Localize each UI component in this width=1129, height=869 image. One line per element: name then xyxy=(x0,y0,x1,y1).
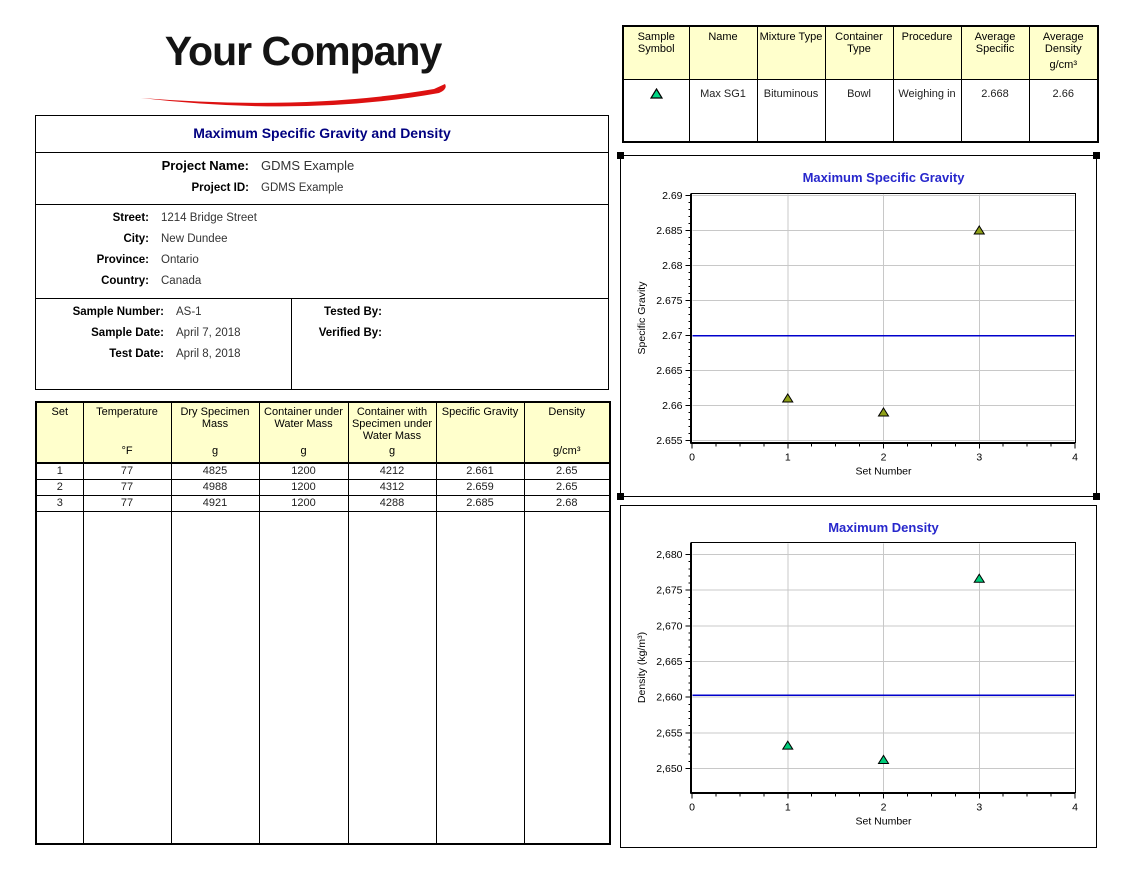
chart-maximum-specific-gravity[interactable] xyxy=(620,155,1097,497)
results-empty-cell xyxy=(171,511,259,844)
svg-text:2.685: 2.685 xyxy=(656,225,683,237)
x-axis-label: Set Number xyxy=(855,815,912,828)
sample-column-header: Average Specific xyxy=(961,26,1029,79)
results-table xyxy=(35,401,611,845)
sample-info-label: Test Date: xyxy=(109,348,164,360)
sample-info-row xyxy=(36,327,291,348)
address-label: Country: xyxy=(101,275,149,287)
address-row xyxy=(36,275,608,296)
results-empty-rows xyxy=(36,511,610,844)
results-cell: 4288 xyxy=(348,495,436,511)
svg-text:2.665: 2.665 xyxy=(656,365,683,377)
results-cell: 2.685 xyxy=(436,495,524,511)
sample-row xyxy=(623,79,1098,142)
sample-info-label: Sample Date: xyxy=(91,327,164,339)
results-column-header: Container with Specimen under Water Mass g xyxy=(348,402,436,463)
logo-swoosh-icon xyxy=(136,80,466,116)
sample-cell: Max SG1 xyxy=(689,79,757,142)
sample-info-value: April 8, 2018 xyxy=(176,348,241,360)
address-row xyxy=(36,254,608,275)
data-point-triangle xyxy=(974,574,984,582)
address-value: Canada xyxy=(161,275,202,287)
signoff-row xyxy=(292,306,608,327)
svg-text:2: 2 xyxy=(880,451,887,464)
address-value: Ontario xyxy=(161,254,199,266)
svg-text:3: 3 xyxy=(976,451,983,464)
results-cell: 2.65 xyxy=(524,479,610,495)
address-row xyxy=(36,233,608,254)
results-column-header: Set xyxy=(36,402,83,463)
results-cell: 1200 xyxy=(259,495,348,511)
data-point-triangle xyxy=(783,741,793,749)
address-section xyxy=(36,204,608,298)
svg-text:1: 1 xyxy=(784,801,791,814)
sample-info-section xyxy=(36,298,608,389)
svg-text:0: 0 xyxy=(689,451,695,464)
sample-symbol-cell xyxy=(623,79,689,142)
results-column-header: Temperature °F xyxy=(83,402,171,463)
data-point-triangle xyxy=(879,755,889,763)
selection-handle-bottom-left[interactable] xyxy=(617,493,624,500)
svg-text:3: 3 xyxy=(976,801,983,814)
project-name-value: GDMS Example xyxy=(261,158,355,173)
results-empty-cell xyxy=(348,511,436,844)
results-empty-cell xyxy=(436,511,524,844)
results-cell: 4312 xyxy=(348,479,436,495)
results-column-header: Specific Gravity xyxy=(436,402,524,463)
project-name-label: Project Name: xyxy=(161,158,249,173)
signoff-label: Tested By: xyxy=(324,306,382,318)
project-id-label: Project ID: xyxy=(191,182,249,194)
sample-cell: Bowl xyxy=(825,79,893,142)
chart-maximum-density[interactable] xyxy=(620,505,1097,848)
sample-column-header: Name xyxy=(689,26,757,79)
results-cell: 77 xyxy=(83,479,171,495)
sample-cell: 2.668 xyxy=(961,79,1029,142)
results-column-header: Container under Water Mass g xyxy=(259,402,348,463)
company-logo xyxy=(128,28,478,113)
svg-text:2: 2 xyxy=(880,801,887,814)
results-cell: 77 xyxy=(83,495,171,511)
sample-column-header: Container Type xyxy=(825,26,893,79)
results-cell: 77 xyxy=(83,463,171,479)
results-cell: 1200 xyxy=(259,479,348,495)
results-empty-cell xyxy=(36,511,83,844)
selection-handle-top-left[interactable] xyxy=(617,152,624,159)
svg-text:2,660: 2,660 xyxy=(656,691,683,704)
y-axis-label: Density (kg/m³) xyxy=(636,631,648,704)
svg-text:2,670: 2,670 xyxy=(656,620,683,633)
results-cell: 3 xyxy=(36,495,83,511)
results-column-header: Density g/cm³ xyxy=(524,402,610,463)
sample-column-header: Sample Symbol xyxy=(623,26,689,79)
svg-text:2.675: 2.675 xyxy=(656,295,683,307)
data-point-triangle xyxy=(783,394,793,402)
sample-summary-table xyxy=(622,25,1099,143)
results-cell: 1 xyxy=(36,463,83,479)
sample-info-value: April 7, 2018 xyxy=(176,327,241,339)
address-value: New Dundee xyxy=(161,233,228,245)
svg-text:1: 1 xyxy=(784,451,791,464)
svg-text:2.68: 2.68 xyxy=(662,260,683,272)
results-column-header: Dry Specimen Mass g xyxy=(171,402,259,463)
selection-handle-bottom-right[interactable] xyxy=(1093,493,1100,500)
svg-text:4: 4 xyxy=(1072,801,1078,814)
results-empty-cell xyxy=(83,511,171,844)
sample-info-label: Sample Number: xyxy=(72,306,164,318)
results-row xyxy=(36,495,610,511)
results-cell: 4825 xyxy=(171,463,259,479)
svg-text:2.66: 2.66 xyxy=(662,400,683,412)
svg-text:2.655: 2.655 xyxy=(656,435,683,447)
sample-cell: 2.66 xyxy=(1029,79,1098,142)
results-empty-cell xyxy=(524,511,610,844)
chart-canvas xyxy=(621,506,1096,847)
results-cell: 2.68 xyxy=(524,495,610,511)
svg-text:2,675: 2,675 xyxy=(656,584,683,597)
y-axis-label: Specific Gravity xyxy=(636,281,648,355)
address-label: City: xyxy=(123,233,149,245)
results-row xyxy=(36,463,610,479)
sample-cell: Weighing in xyxy=(893,79,961,142)
chart-title: Maximum Specific Gravity xyxy=(802,170,965,185)
svg-text:2.67: 2.67 xyxy=(662,330,683,342)
results-cell: 4988 xyxy=(171,479,259,495)
data-point-triangle xyxy=(879,408,889,416)
svg-text:4: 4 xyxy=(1072,451,1078,464)
results-cell: 2.659 xyxy=(436,479,524,495)
results-cell: 4212 xyxy=(348,463,436,479)
report-header-box xyxy=(35,115,609,390)
report-title: Maximum Specific Gravity and Density xyxy=(193,125,451,141)
address-label: Province: xyxy=(96,254,149,266)
project-id-value: GDMS Example xyxy=(261,182,344,194)
results-cell: 1200 xyxy=(259,463,348,479)
results-cell: 4921 xyxy=(171,495,259,511)
sample-info-left xyxy=(36,299,291,389)
sample-info-right xyxy=(291,299,608,389)
svg-text:2.69: 2.69 xyxy=(662,190,683,202)
selection-handle-top-right[interactable] xyxy=(1093,152,1100,159)
results-empty-cell xyxy=(259,511,348,844)
svg-text:0: 0 xyxy=(689,801,695,814)
sample-cell: Bituminous xyxy=(757,79,825,142)
results-cell: 2 xyxy=(36,479,83,495)
sample-triangle-icon xyxy=(650,88,663,99)
chart-canvas xyxy=(621,156,1096,496)
svg-text:2,665: 2,665 xyxy=(656,656,683,668)
svg-text:2,655: 2,655 xyxy=(656,727,683,740)
x-axis-label: Set Number xyxy=(855,465,912,478)
results-cell: 2.65 xyxy=(524,463,610,479)
sample-info-row xyxy=(36,306,291,327)
results-row xyxy=(36,479,610,495)
results-cell: 2.661 xyxy=(436,463,524,479)
sample-info-row xyxy=(36,348,291,369)
project-section xyxy=(36,152,608,204)
sample-column-header: Average Density g/cm³ xyxy=(1029,26,1098,79)
signoff-row xyxy=(292,327,608,348)
sample-info-value: AS-1 xyxy=(176,306,202,318)
svg-text:2,680: 2,680 xyxy=(656,549,683,561)
address-label: Street: xyxy=(112,212,149,224)
sample-column-header: Procedure xyxy=(893,26,961,79)
sample-column-header: Mixture Type xyxy=(757,26,825,79)
signoff-label: Verified By: xyxy=(318,327,382,339)
svg-text:2,650: 2,650 xyxy=(656,763,683,775)
address-row xyxy=(36,212,608,233)
chart-title: Maximum Density xyxy=(828,520,939,535)
address-value: 1214 Bridge Street xyxy=(161,212,257,224)
company-logo-text: Your Company xyxy=(164,28,442,74)
